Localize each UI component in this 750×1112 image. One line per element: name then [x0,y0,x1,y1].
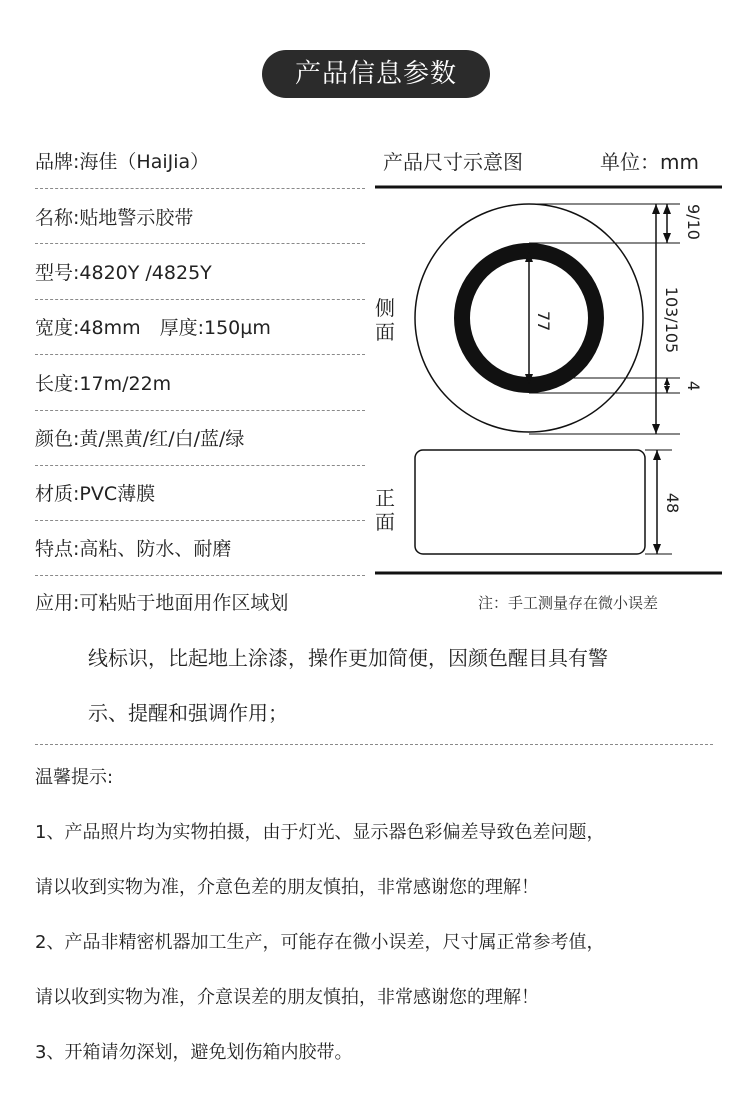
tips-title: 温馨提示: [35,767,114,788]
tip-line: 请以收到实物为准，介意误差的朋友慎拍，非常感谢您的理解！ [35,987,539,1008]
arrow-head [652,424,660,434]
spec-material: 材质:PVC薄膜 [35,483,156,505]
tip-line: 2、产品非精密机器加工生产，可能存在微小误差，尺寸属正常参考值， [35,932,605,953]
arrow-head [664,386,670,393]
usage-line-3: 示、提醒和强调作用； [88,701,288,725]
dim-core-gap: 9/10 [684,204,703,240]
usage-line-1: 应用:可粘贴于地面用作区域划 [35,592,289,614]
tip-line: 3、开箱请勿深划，避免划伤箱内胶带。 [35,1042,353,1063]
front-view-label: 正面 [375,486,395,534]
roll-front-rect [415,450,645,554]
side-view-label: 侧面 [375,296,395,344]
spec-brand: 品牌:海佳（HaiJia） [35,151,210,173]
spec-feature: 特点:高粘、防水、耐磨 [35,538,232,560]
dim-core-thickness: 4 [684,380,703,392]
dim-outer-diameter: 103/105 [662,286,681,354]
arrow-head [653,544,661,554]
page-title: 产品信息参数 [262,50,490,98]
divider [35,744,713,745]
diagram-title: 产品尺寸示意图 [383,150,523,174]
arrow-head [652,204,660,214]
arrow-head [653,450,661,460]
spec-color: 颜色:黄/黑黄/红/白/蓝/绿 [35,428,245,450]
spec-width: 宽度:48mm 厚度:150µm [35,317,271,339]
arrow-head [663,233,671,243]
spec-length: 长度:17m/22m [35,373,172,395]
arrow-head [664,378,670,385]
tip-line: 请以收到实物为准，介意色差的朋友慎拍，非常感谢您的理解！ [35,877,539,898]
unit-label: 单位：mm [600,150,699,174]
dim-width: 48 [663,492,682,514]
spec-name: 名称:贴地警示胶带 [35,207,194,229]
arrow-head [663,204,671,214]
dim-inner-diameter: 77 [534,310,553,332]
usage-line-2: 线标识，比起地上涂漆，操作更加简便，因颜色醒目具有警 [88,646,608,670]
measurement-note: 注：手工测量存在微小误差 [478,594,659,612]
tip-line: 1、产品照片均为实物拍摄，由于灯光、显示器色彩偏差导致色差问题， [35,822,605,843]
spec-model: 型号:4820Y /4825Y [35,262,212,284]
